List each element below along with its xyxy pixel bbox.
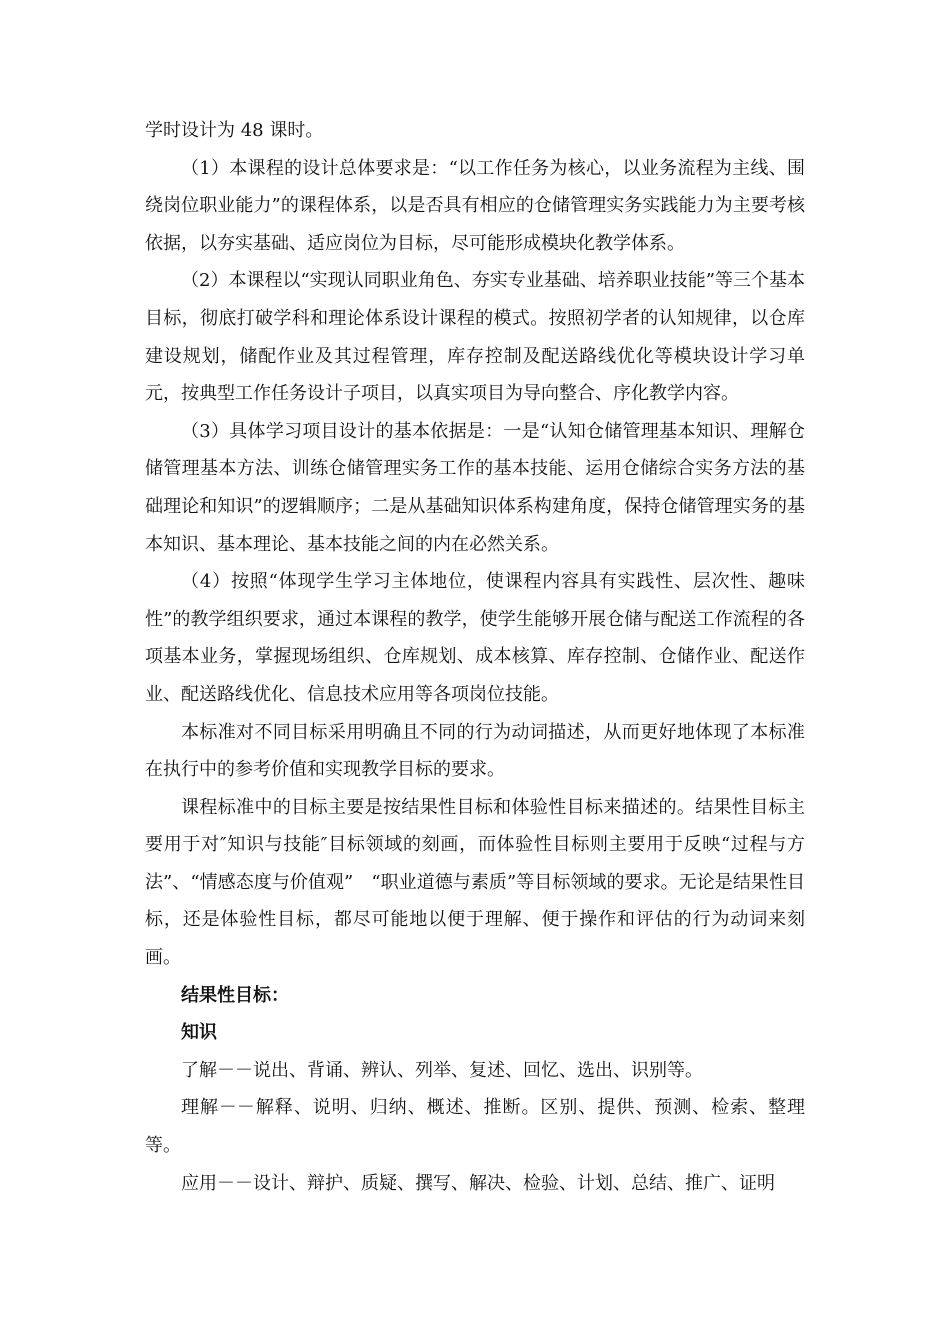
heading-result-goals: 结果性目标： [181, 984, 289, 1006]
paragraph-goal-types: 课程标准中的目标主要是按结果性目标和体验性目标来描述的。结果性目标主要用于对″知识与技能″目标领域的刻画，而体验性目标则主要用于反映“过程与方法”、“情感态度与价值观” “职业道德与素质”等目标领域的要求。无论是结果性目标，还是体验性目标，都尽可能地以便于理解、便于操作和评估的行为动词来刻画。 [145, 796, 805, 969]
paragraph-requirement-2: （2）本课程以“实现认同职业角色、夯实专业基础、培养职业技能”等三个基本目标，彻底打破学科和理论体系设计课程的模式。按照初学者的认知规律，以仓库建设规划，储配作业及其过程管理，库存控制及配送路线优化等模块设计学习单元，按典型工作任务设计子项目，以真实项目为导向整合、序化教学内容。 [145, 270, 805, 405]
list-item-understand-basic: 了解－－说出、背诵、辨认、列举、复述、回忆、选出、识别等。 [181, 1059, 703, 1081]
document-body [145, 112, 805, 1202]
paragraph-class-hours: 学时设计为 48 课时。 [145, 120, 324, 141]
paragraph-requirement-3: （3）具体学习项目设计的基本依据是：一是“认知仓储管理基本知识、理解仓储管理基本方法、训练仓储管理实务工作的基本技能、运用仓储综合实务方法的基础理论和知识”的逻辑顺序；二是从基础知识体系构建角度，保持仓储管理实务的基本知识、基本理论、基本技能之间的内在必然关系。 [145, 420, 805, 555]
paragraph-requirement-1: （1）本课程的设计总体要求是：“以工作任务为核心，以业务流程为主线、围绕岗位职业能力”的课程体系，以是否具有相应的仓储管理实务实践能力为主要考核依据，以夯实基础、适应岗位为目标，尽可能形成模块化教学体系。 [145, 157, 805, 254]
paragraph-requirement-4: （4）按照“体现学生学习主体地位，使课程内容具有实践性、层次性、趣味性”的教学组织要求，通过本课程的教学，使学生能够开展仓储与配送工作流程的各项基本业务，掌握现场组织、仓库规划、成本核算、库存控制、仓储作业、配送作业、配送路线优化、信息技术应用等各项岗位技能。 [145, 571, 805, 705]
list-item-comprehend: 理解－－解释、说明、归纳、概述、推断。区别、提供、预测、检索、整理等。 [145, 1097, 805, 1157]
heading-knowledge: 知识 [181, 1022, 217, 1044]
list-item-apply: 应用－－设计、辩护、质疑、撰写、解决、检验、计划、总结、推广、证明 [181, 1172, 775, 1194]
paragraph-standard-verbs: 本标准对不同目标采用明确且不同的行为动词描述，从而更好地体现了本标准在执行中的参考价值和实现教学目标的要求。 [145, 721, 805, 781]
